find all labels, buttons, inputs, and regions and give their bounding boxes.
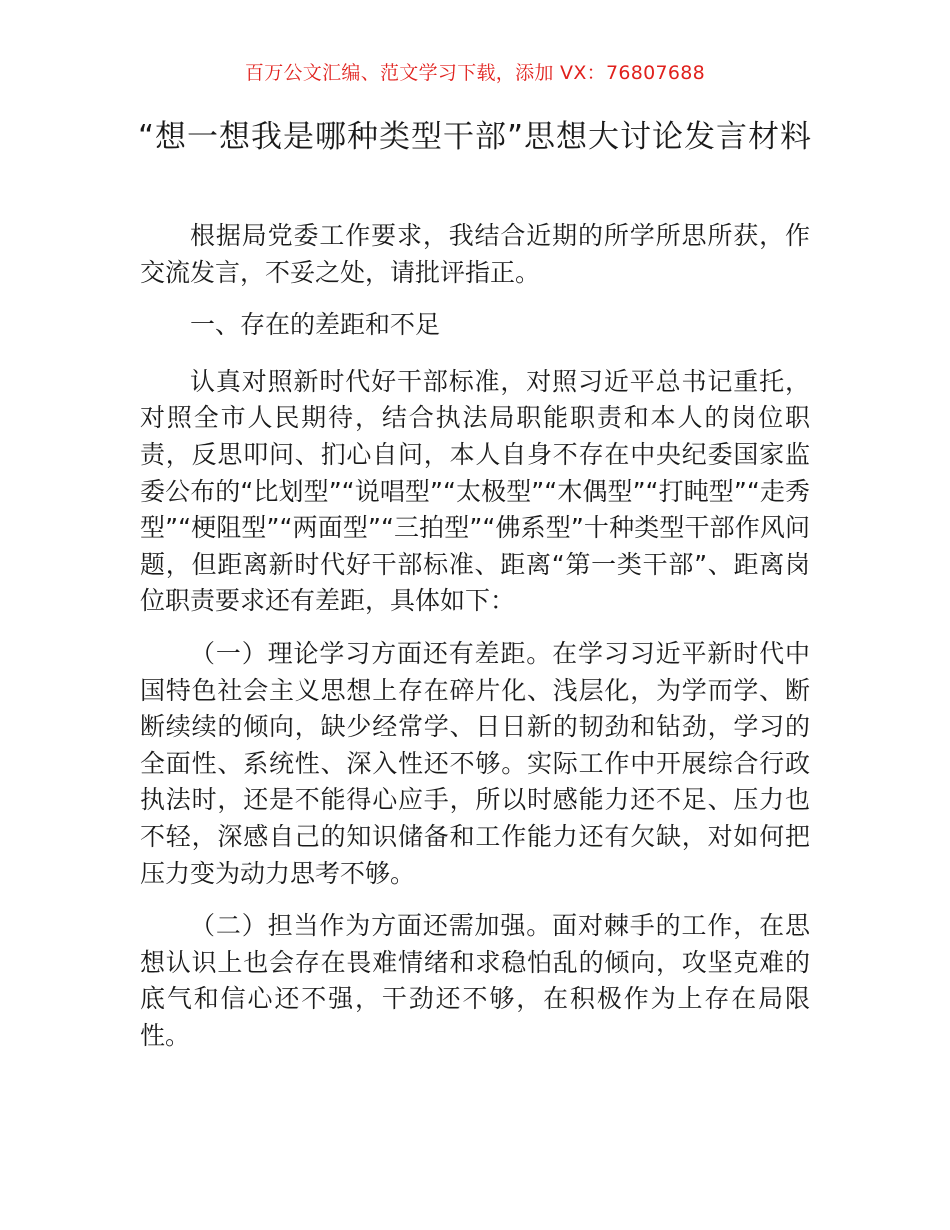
document-body <box>140 218 810 1070</box>
paragraph-self-review: 认真对照新时代好干部标准，对照习近平总书记重托，对照全市人民期待，结合执法局职能职责和本人的岗位职责，反思叩问、扪心自问，本人自身不存在中央纪委国家监委公布的“比划型”“说唱型”“太极型”“木偶型”“打盹型”“走秀型”“梗阻型”“两面型”“三拍型”“佛系型”十种类型干部作风问题，但距离新时代好干部标准、距离“第一类干部”、距离岗位职责要求还有差距，具体如下： <box>140 366 810 616</box>
section-heading-1: 一、存在的差距和不足 <box>190 310 441 340</box>
header-watermark-note: 百万公文汇编、范文学习下载，添加 VX：76807688 <box>244 62 706 84</box>
paragraph-responsibility: （二）担当作为方面还需加强。面对棘手的工作，在思想认识上也会存在畏难情绪和求稳怕乱的倾向，攻坚克难的底气和信心还不强，干劲还不够，在积极作为上存在局限性。 <box>140 911 810 1050</box>
paragraph-theory-study: （一）理论学习方面还有差距。在学习习近平新时代中国特色社会主义思想上存在碎片化、浅层化，为学而学、断断续续的倾向，缺少经常学、日日新的韧劲和钻劲，学习的全面性、系统性、深入性还不够。实际工作中开展综合行政执法时，还是不能得心应手，所以时感能力还不足、压力也不轻，深感自己的知识储备和工作能力还有欠缺，对如何把压力变为动力思考不够。 <box>140 638 810 888</box>
paragraph-intro: 根据局党委工作要求，我结合近期的所学所思所获，作交流发言，不妥之处，请批评指正。 <box>140 221 810 287</box>
document-title: “想一想我是哪种类型干部”思想大讨论发言材料 <box>137 119 813 155</box>
